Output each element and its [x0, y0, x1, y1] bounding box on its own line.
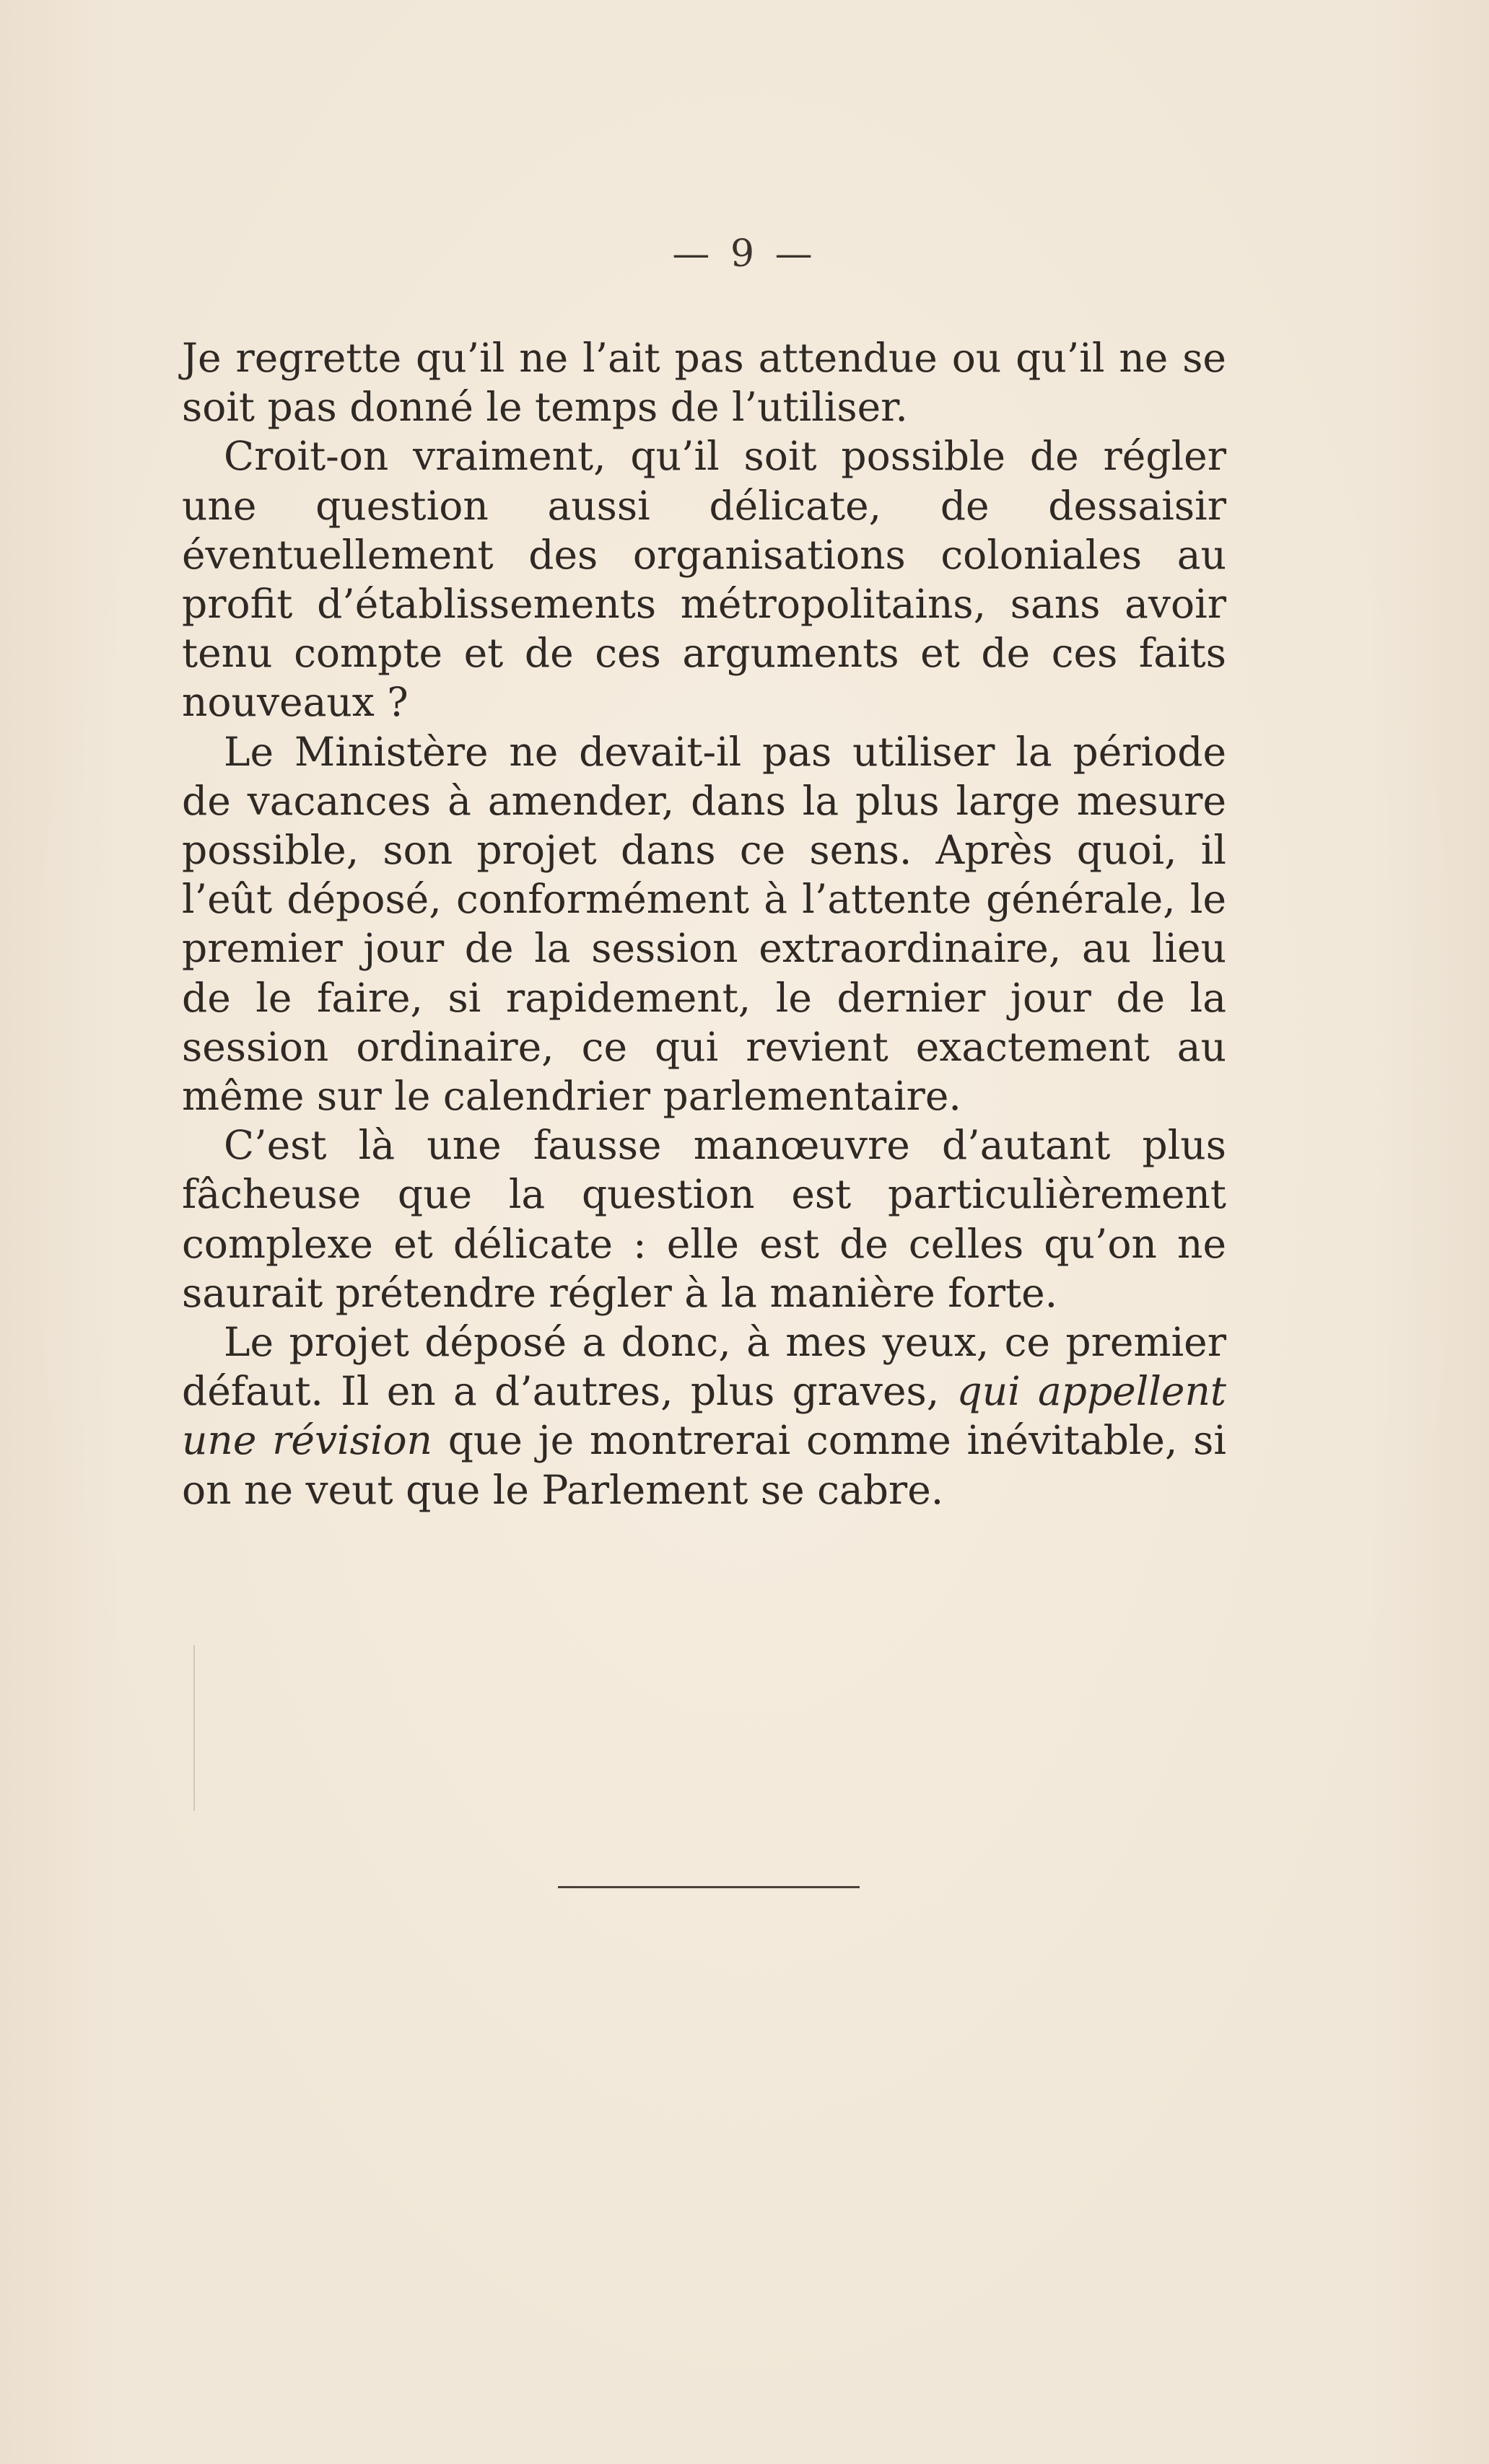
- paper-crease: [193, 1645, 195, 1811]
- paragraph-5: [182, 1318, 1226, 1514]
- paragraph-2: Croit-on vraiment, qu’il soit possible de régler une question aussi délicate, de dessaisir éventuellement des organisations coloniales au profit d’établissements métropolitains, sans avoir tenu compte et de ces arguments et de ces faits nouveaux ?: [182, 433, 1226, 726]
- paragraph-1: Je regrette qu’il ne l’ait pas attendue ou qu’il ne se soit pas donné le temps de l’utiliser.: [182, 335, 1226, 431]
- paragraph-5-end: que je montrerai comme inévitable, si on ne veut que le Parlement se cabre.: [182, 1417, 1226, 1513]
- emphasized-phrase: qui appellent une révision: [182, 1368, 1226, 1464]
- section-divider: [558, 1886, 860, 1888]
- paragraph-5-start: Le projet déposé a donc, à mes yeux, ce premier défaut. Il en a d’autres, plus graves,: [182, 1319, 1226, 1415]
- body-text: [182, 333, 1226, 1514]
- paragraph-4: C’est là une fausse manœuvre d’autant plus fâcheuse que la question est particulièrement complexe et délicate : elle est de celles qu’on ne saurait prétendre régler à la manière forte.: [182, 1122, 1226, 1316]
- page-number: — 9 —: [672, 232, 817, 276]
- paragraph-3: Le Ministère ne devait-il pas utiliser la période de vacances à amender, dans la plus large mesure possible, son projet dans ce sens. Après quoi, il l’eût déposé, conformément à l’attente générale, le premier jour de la session extraordinaire, au lieu de le faire, si rapidement, le dernier jour de la session ordinaire, ce qui revient exactement au même sur le calendrier parlementaire.: [182, 728, 1226, 1120]
